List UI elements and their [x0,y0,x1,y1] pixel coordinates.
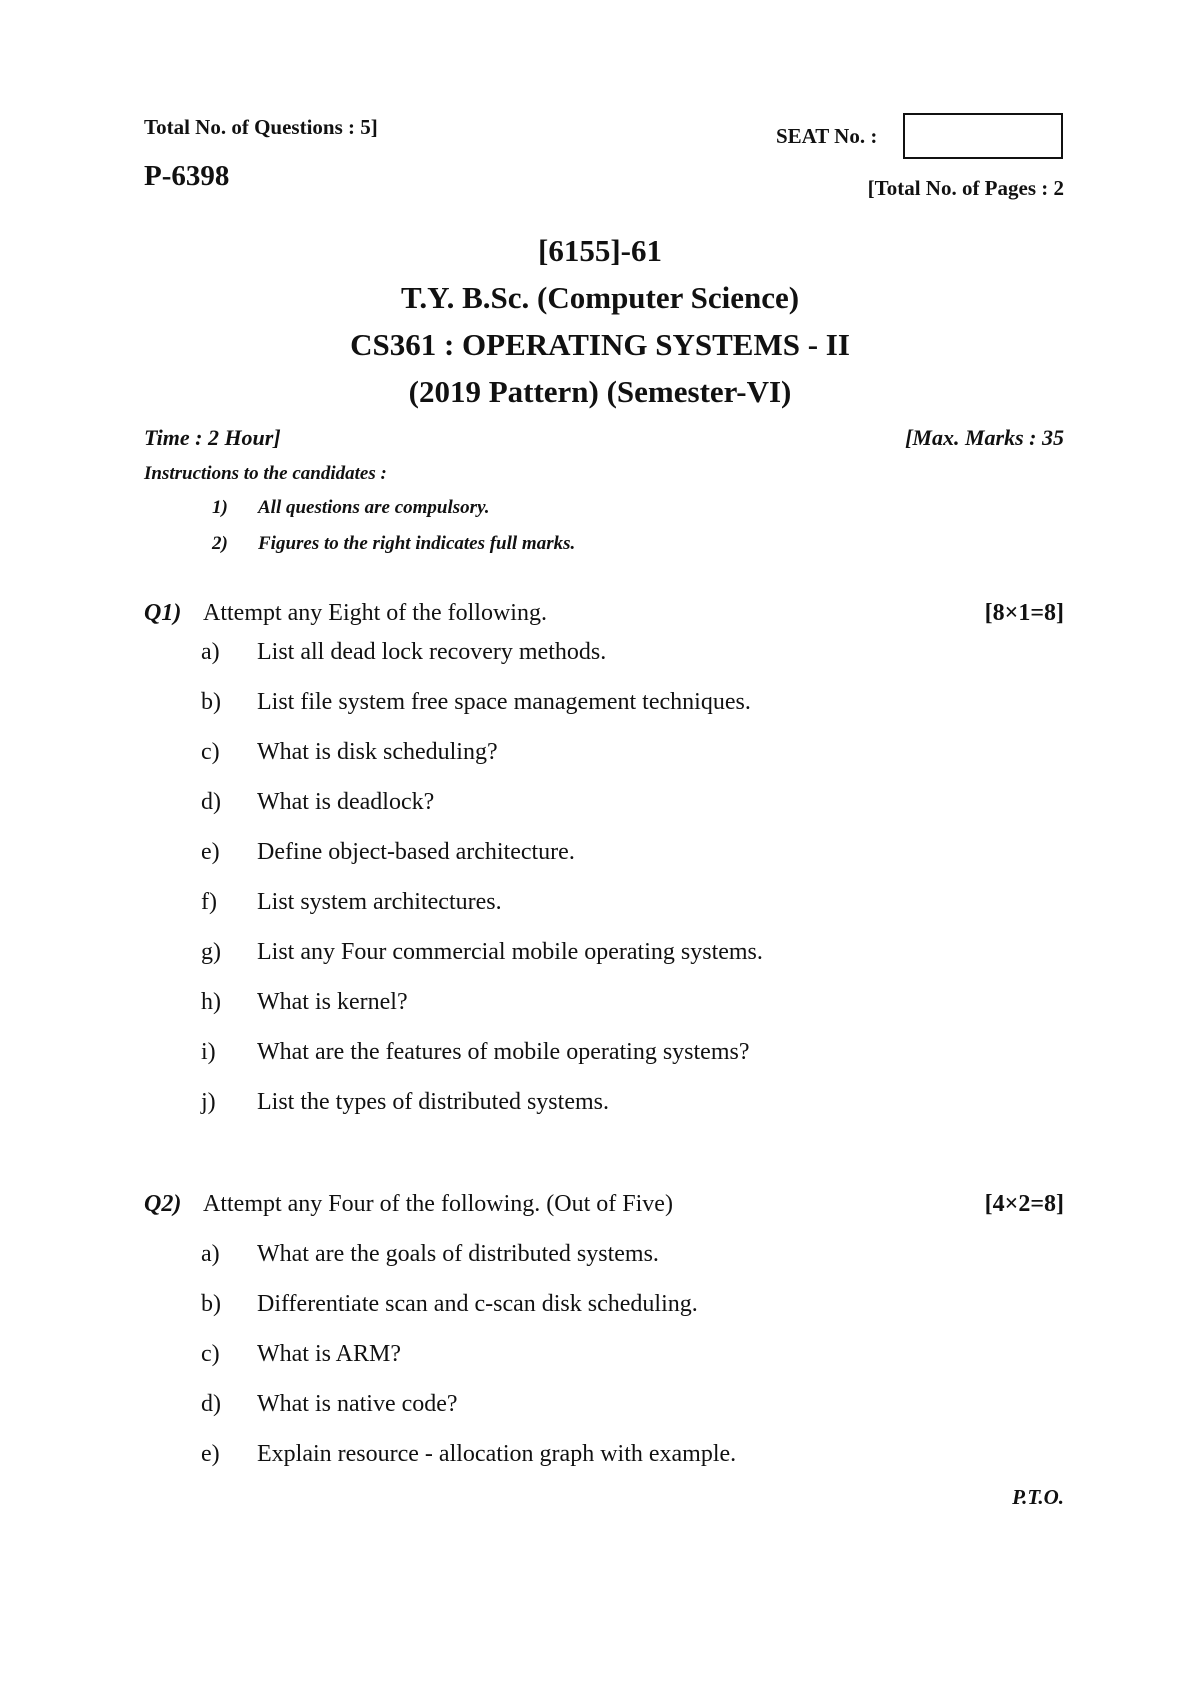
item-label: i) [201,1039,216,1065]
instruction-text: All questions are compulsory. [258,497,490,518]
total-pages: [Total No. of Pages : 2 [867,176,1064,200]
max-marks-label: [Max. Marks : 35 [905,425,1064,450]
question-number: Q2) [144,1191,182,1217]
item-text: What are the features of mobile operating systems? [257,1039,750,1065]
instructions-heading: Instructions to the candidates : [144,463,387,484]
question-number: Q1) [144,600,182,626]
item-label: h) [201,989,221,1015]
item-text: Define object-based architecture. [257,839,575,865]
item-text: Explain resource - allocation graph with example. [257,1441,737,1467]
paper-code: P-6398 [144,160,230,192]
item-label: f) [201,889,217,915]
item-text: What are the goals of distributed systems. [257,1241,659,1267]
item-label: a) [201,1241,220,1267]
item-text: What is deadlock? [257,789,435,815]
item-label: g) [201,939,221,965]
pto-label: P.T.O. [1012,1485,1064,1509]
item-label: b) [201,689,221,715]
item-label: j) [201,1089,216,1115]
item-text: What is native code? [257,1391,458,1417]
exam-code: [6155]-61 [538,233,662,268]
item-label: c) [201,739,220,765]
item-label: d) [201,789,221,815]
item-text: What is disk scheduling? [257,739,498,765]
instruction-text: Figures to the right indicates full marks. [258,533,576,554]
seat-number-box[interactable] [903,113,1063,159]
item-label: a) [201,639,220,665]
question-text: Attempt any Four of the following. (Out of Five) [203,1191,673,1217]
seat-label: SEAT No. : [776,124,878,148]
item-text: List file system free space management techniques. [257,689,751,715]
question-marks: [4×2=8] [984,1191,1064,1217]
item-label: b) [201,1291,221,1317]
subject-title: CS361 : OPERATING SYSTEMS - II [350,327,850,362]
total-questions: Total No. of Questions : 5] [144,115,378,139]
item-text: What is kernel? [257,989,408,1015]
item-text: List all dead lock recovery methods. [257,639,607,665]
item-label: e) [201,839,220,865]
item-label: c) [201,1341,220,1367]
item-label: e) [201,1441,220,1467]
item-label: d) [201,1391,221,1417]
course-title: T.Y. B.Sc. (Computer Science) [400,280,800,315]
instruction-number: 1) [212,497,228,518]
instruction-number: 2) [212,533,228,554]
pattern-title: (2019 Pattern) (Semester-VI) [408,374,792,409]
time-label: Time : 2 Hour] [144,425,281,450]
item-text: List any Four commercial mobile operating systems. [257,939,763,965]
item-text: List the types of distributed systems. [257,1089,609,1115]
item-text: Differentiate scan and c-scan disk scheduling. [257,1291,698,1317]
item-text: What is ARM? [257,1341,401,1367]
item-text: List system architectures. [257,889,502,915]
question-marks: [8×1=8] [984,600,1064,626]
question-text: Attempt any Eight of the following. [203,600,547,626]
